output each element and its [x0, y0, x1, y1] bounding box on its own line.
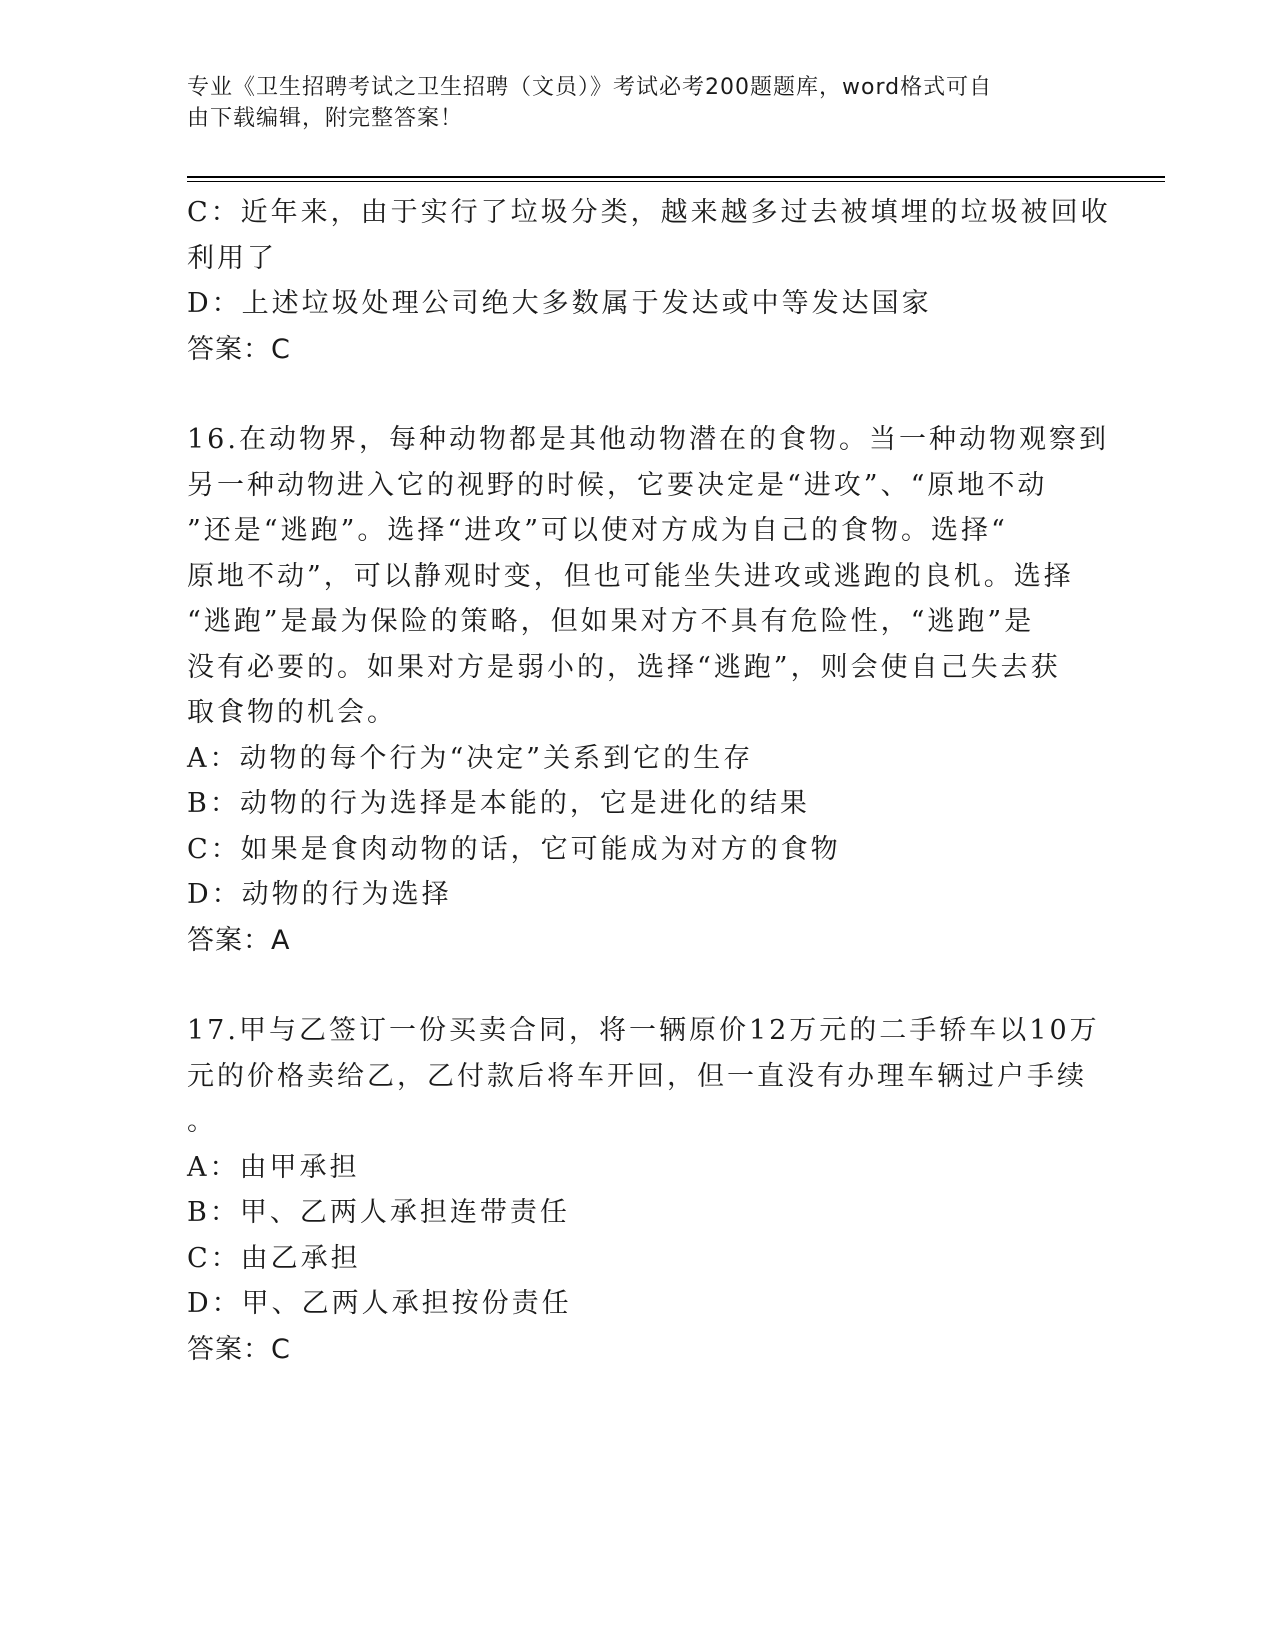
answer: 答案：C: [187, 333, 291, 365]
question-stem-line: 。: [187, 1106, 217, 1137]
option-c-line-2: 利用了: [187, 242, 277, 274]
question-stem-line: 没有必要的。如果对方是弱小的，选择“逃跑”，则会使自己失去获: [187, 651, 1061, 683]
header-line-2: 由下载编辑，附完整答案！: [187, 106, 464, 131]
question-stem-line: 元的价格卖给乙，乙付款后将车开回，但一直没有办理车辆过户手续: [187, 1060, 1087, 1092]
header-divider-thin: [187, 181, 1165, 182]
question-17: [187, 1008, 1100, 1372]
question-stem-line: 原地不动”，可以静观时变，但也可能坐失进攻或逃跑的良机。选择: [187, 560, 1074, 592]
option-b: B：甲、乙两人承担连带责任: [187, 1197, 570, 1228]
option-b: B：动物的行为选择是本能的，它是进化的结果: [187, 788, 810, 819]
document-body: [187, 190, 1111, 1372]
document-header: [187, 72, 1087, 134]
spacer: [187, 372, 1082, 417]
question-stem-line: 16.在动物界，每种动物都是其他动物潜在的食物。当一种动物观察到: [187, 424, 1109, 455]
option-c: C：由乙承担: [187, 1242, 361, 1274]
question-15-tail: [187, 190, 1111, 372]
option-a: A：由甲承担: [187, 1151, 360, 1183]
option-d: D：上述垃圾处理公司绝大多数属于发达或中等发达国家: [187, 288, 932, 319]
question-stem-line: 取食物的机会。: [187, 697, 397, 728]
question-stem-line: 另一种动物进入它的视野的时候，它要决定是“进攻”、“原地不动: [187, 469, 1048, 501]
question-stem-line: “逃跑”是最为保险的策略，但如果对方不具有危险性，“逃跑”是: [187, 606, 1035, 637]
option-d: D：动物的行为选择: [187, 879, 452, 910]
answer: 答案：C: [187, 1333, 291, 1365]
question-stem-line: ”还是“逃跑”。选择“进攻”可以使对方成为自己的食物。选择“: [187, 515, 1008, 546]
answer: 答案：A: [187, 924, 291, 956]
question-stem-line: 17.甲与乙签订一份买卖合同，将一辆原价12万元的二手轿车以10万: [187, 1015, 1100, 1046]
option-a: A：动物的每个行为“决定”关系到它的生存: [187, 742, 754, 774]
spacer: [187, 963, 1082, 1008]
header-line-1: 专业《卫生招聘考试之卫生招聘（文员）》考试必考200题题库，word格式可自: [187, 75, 993, 100]
header-divider-thick: [187, 176, 1165, 178]
option-c: C：如果是食肉动物的话，它可能成为对方的食物: [187, 833, 841, 865]
option-d: D：甲、乙两人承担按份责任: [187, 1288, 572, 1319]
question-16: [187, 417, 1109, 963]
option-c-line-1: C：近年来，由于实行了垃圾分类，越来越多过去被填埋的垃圾被回收: [187, 197, 1111, 228]
